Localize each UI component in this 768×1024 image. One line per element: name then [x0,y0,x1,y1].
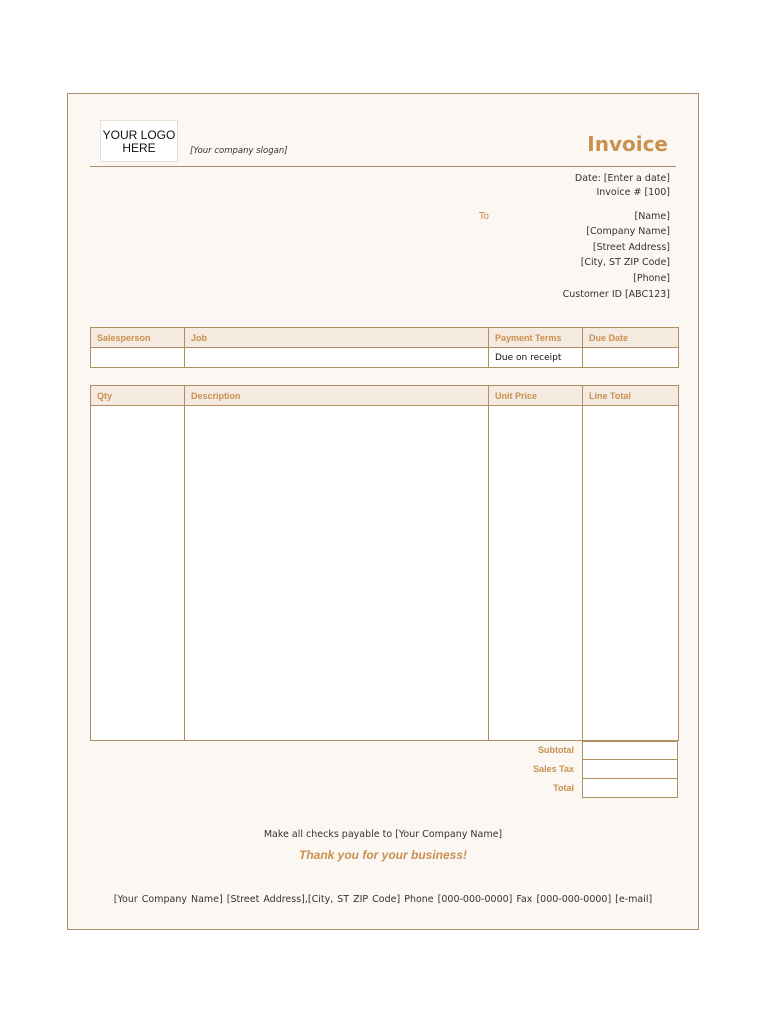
unit-price-cell[interactable] [489,406,583,741]
line-total-header: Line Total [583,386,679,406]
customer-id: Customer ID [ABC123] [562,289,670,300]
invoice-page [67,93,699,930]
bill-to-name: [Name] [634,211,670,222]
description-header: Description [185,386,489,406]
bill-to-street: [Street Address] [592,242,670,253]
job-cell[interactable] [185,348,489,368]
due-date-cell[interactable] [583,348,679,368]
total-label: Total [553,783,574,793]
payment-terms-header: Payment Terms [489,328,583,348]
total-field[interactable] [582,779,678,798]
line-total-cell[interactable] [583,406,679,741]
subtotal-row [90,741,678,760]
job-info-row [91,348,679,368]
company-contact-footer: [Your Company Name] [Street Address],[City, ST ZIP Code] Phone [000-000-0000] Fax [000-000-0000] [e-mail] [113,894,653,905]
bill-to-company: [Company Name] [586,226,670,237]
job-info-header-row [91,328,679,348]
payment-terms-cell[interactable]: Due on receipt [489,348,583,368]
invoice-number: Invoice # [100] [596,187,670,198]
company-slogan: [Your company slogan] [190,146,288,156]
sales-tax-field[interactable] [582,760,678,779]
unit-price-header: Unit Price [489,386,583,406]
total-row [90,779,678,798]
due-date-header: Due Date [583,328,679,348]
bill-to-phone: [Phone] [633,273,670,284]
salesperson-header: Salesperson [91,328,185,348]
logo-line-1: YOUR LOGO [102,128,176,142]
sales-tax-row [90,760,678,779]
company-logo [100,120,178,162]
bill-to-city: [City, ST ZIP Code] [580,257,670,268]
description-cell[interactable] [185,406,489,741]
sales-tax-label: Sales Tax [533,764,574,774]
line-items-body-row [91,406,679,741]
header-divider [90,166,676,167]
subtotal-label: Subtotal [538,745,574,755]
invoice-date: Date: [Enter a date] [574,173,670,184]
subtotal-field[interactable] [582,741,678,760]
line-items-table [90,385,679,741]
invoice-title: Invoice [587,132,668,156]
job-info-table [90,327,679,368]
logo-line-2: HERE [122,141,156,155]
thank-you-message: Thank you for your business! [298,848,468,862]
job-header: Job [185,328,489,348]
totals-section [90,741,678,798]
salesperson-cell[interactable] [91,348,185,368]
checks-payable-note: Make all checks payable to [Your Company Name] [263,829,503,840]
bill-to-label: To [479,211,490,222]
qty-cell[interactable] [91,406,185,741]
qty-header: Qty [91,386,185,406]
line-items-header-row [91,386,679,406]
